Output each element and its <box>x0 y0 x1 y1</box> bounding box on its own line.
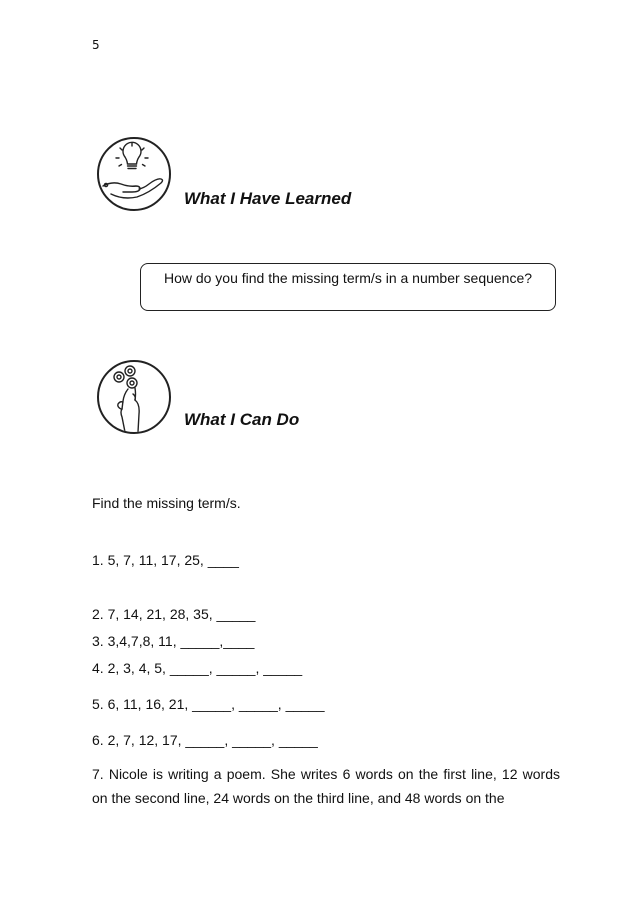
hand-holding-gears-icon <box>97 360 171 434</box>
exercise-item-4: 4. 2, 3, 4, 5, _____, _____, _____ <box>92 660 303 676</box>
instruction-text: Find the missing term/s. <box>92 495 241 511</box>
lightbulb-in-hand-icon <box>97 137 171 211</box>
exercise-item-2: 2. 7, 14, 21, 28, 35, _____ <box>92 606 256 622</box>
exercise-item-5: 5. 6, 11, 16, 21, _____, _____, _____ <box>92 696 325 712</box>
section-title-learned: What I Have Learned <box>184 189 352 208</box>
exercise-item-3: 3. 3,4,7,8, 11, _____,____ <box>92 633 255 649</box>
question-box <box>140 263 556 311</box>
exercise-item-1: 1. 5, 7, 11, 17, 25, ____ <box>92 552 239 568</box>
exercise-item-6: 6. 2, 7, 12, 17, _____, _____, _____ <box>92 732 318 748</box>
section-title-can-do: What I Can Do <box>184 410 300 429</box>
word-problem-item-7: 7. Nicole is writing a poem. She writes 6 words on the first line, 12 words on the second line, 24 words on the third line, and 48 words on the <box>92 766 560 806</box>
question-text: How do you find the missing term/s in a number sequence? <box>163 270 533 286</box>
page-number: 5 <box>92 38 100 52</box>
